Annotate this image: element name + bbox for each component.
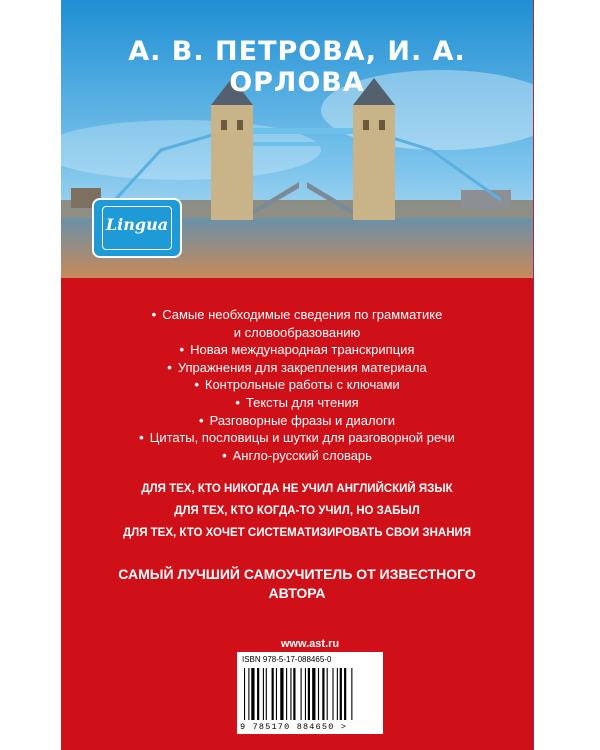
barcode-panel [237,652,383,734]
bullet-icon: • [194,377,199,393]
list-item: • Упражнения для закрепления материала [167,359,427,375]
audience-line: ДЛЯ ТЕХ, КТО КОГДА-ТО УЧИЛ, НО ЗАБЫЛ [174,505,420,517]
list-item: • Новая международная транскрипция [179,342,415,358]
bullet-icon: • [167,359,172,375]
lingua-logo [92,198,182,258]
lingua-logo-text: Lingua [105,215,169,234]
bullet-icon: • [222,447,227,463]
barcode-icon [242,668,378,722]
tower-bridge-photo [61,0,533,278]
bullet-icon: • [199,412,204,428]
features-list [61,306,533,464]
list-item: • Самые необходимые сведения по грамматике [151,307,443,322]
tagline [81,565,513,603]
isbn-label: ISBN 978-5-17-088465-0 [242,655,332,664]
list-item: • Контрольные работы с ключами [194,377,400,393]
bullet-icon: • [151,307,157,322]
audience-line: ДЛЯ ТЕХ, КТО ХОЧЕТ СИСТЕМАТИЗИРОВАТЬ СВОИ ЗНАНИЯ [122,527,472,539]
authors-title: А. В. ПЕТРОВА, И. А. ОРЛОВА [128,36,466,98]
list-item: и словообразованию [233,324,361,340]
list-item: • Цитаты, пословицы и шутки для разговорной речи [139,430,455,446]
tagline-line-2: АВТОРА [268,585,326,601]
list-item: • Англо-русский словарь [222,447,372,463]
barcode-number: 9 785170 884650 > [240,722,348,732]
bullet-icon: • [179,342,185,358]
tagline-line-1: САМЫЙ ЛУЧШИЙ САМОУЧИТЕЛЬ ОТ ИЗВЕСТНОГО [118,566,476,582]
list-item: • Тексты для чтения [235,394,359,410]
list-item: • Разговорные фразы и диалоги [199,412,395,428]
book-back-cover [61,0,533,750]
bullet-icon: • [139,430,144,446]
publisher-website: www.ast.ru [280,638,340,650]
audience-line: ДЛЯ ТЕХ, КТО НИКОГДА НЕ УЧИЛ АНГЛИЙСКИЙ ЯЗЫК [141,483,453,495]
audience-list [61,478,533,544]
bullet-icon: • [235,394,240,410]
